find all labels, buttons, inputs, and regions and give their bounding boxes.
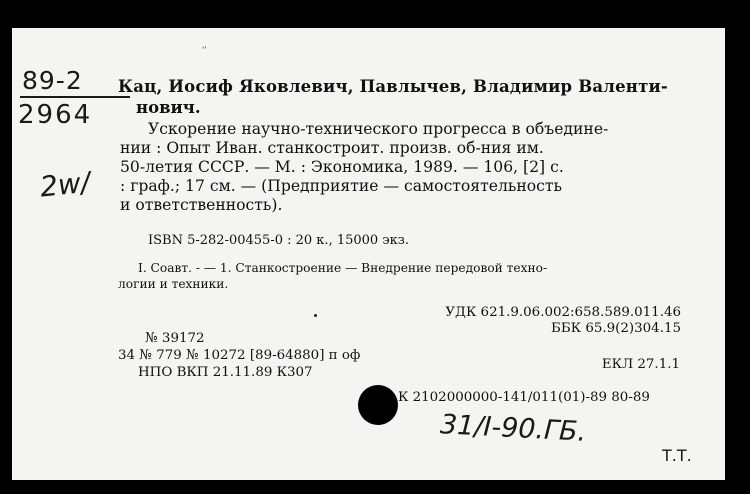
isbn-line: ISBN 5-282-00455-0 : 20 к., 15000 экз. xyxy=(148,233,409,248)
shelf-mark-line2: 2964 xyxy=(18,100,93,130)
shelf-mark-underline xyxy=(20,96,130,98)
shelf-mark-line1: 89-2 xyxy=(22,66,83,95)
punch-hole xyxy=(358,385,398,425)
subject-line: логии и техники. xyxy=(118,277,229,291)
handwritten-initials: 2w/ xyxy=(38,165,92,204)
ink-marks: ˈˈ xyxy=(202,46,207,55)
ink-dot xyxy=(314,314,317,317)
authors-heading: Кац, Иосиф Яковлевич, Павлычев, Владимир Валенти- xyxy=(118,77,668,96)
bbk-code: ББК 65.9(2)304.15 xyxy=(551,321,681,336)
catalog-card xyxy=(12,28,725,480)
authors-heading-continuation: нович. xyxy=(136,98,201,117)
description-line: Ускорение научно-технического прогресса в объедине- xyxy=(148,120,609,138)
order-line: 34 № 779 № 10272 [89-64880] п оф xyxy=(118,348,361,363)
ekl-code: ЕКЛ 27.1.1 xyxy=(601,357,680,372)
handwritten-date: 31/I-90.ГБ. xyxy=(439,409,587,448)
card-number: № 39172 xyxy=(145,331,205,346)
description-line: нии : Опыт Иван. станкостроит. произв. об-ния им. xyxy=(120,139,544,157)
price-code: К 2102000000-141/011(01)-89 80-89 xyxy=(398,390,650,405)
npo-line: НПО ВКП 21.11.89 К307 xyxy=(138,365,313,380)
description-line: 50-летия СССР. — М. : Экономика, 1989. — 106, [2] с. xyxy=(120,158,564,176)
handwritten-initials-bottom: Т.Т. xyxy=(662,446,692,465)
subject-line: I. Соавт. - — 1. Станкостроение — Внедрение передовой техно- xyxy=(138,261,548,275)
description-line: : граф.; 17 см. — (Предприятие — самостоятельность xyxy=(120,177,563,195)
udc-code: УДК 621.9.06.002:658.589.011.46 xyxy=(445,305,681,320)
description-line: и ответственность). xyxy=(120,196,283,214)
